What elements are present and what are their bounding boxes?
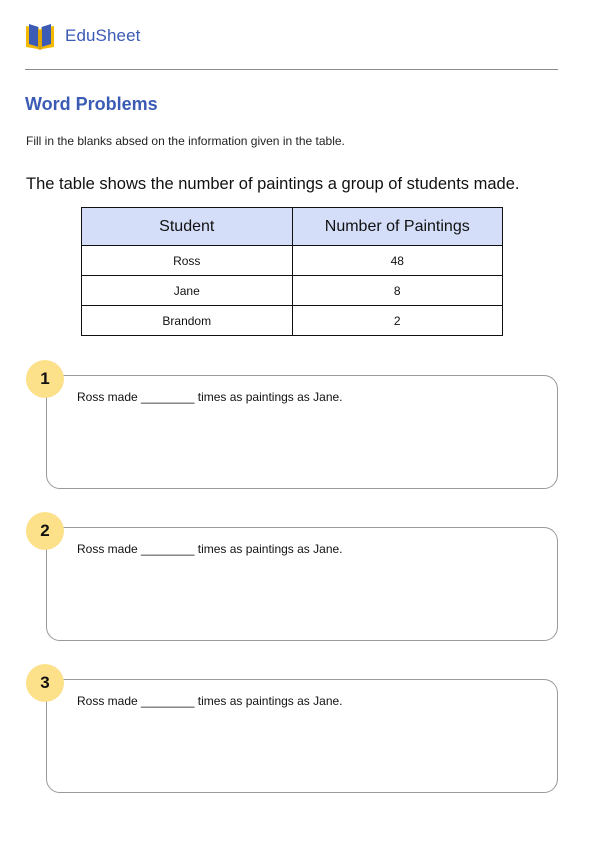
question-1-answer-box[interactable] — [46, 375, 558, 489]
question-2-answer-box[interactable] — [46, 527, 558, 641]
header-divider — [25, 69, 558, 70]
question-1-number-badge: 1 — [26, 360, 64, 398]
brand-name: EduSheet — [65, 26, 141, 45]
student-name-cell: Jane — [82, 276, 293, 306]
column-header-paintings: Number of Paintings — [292, 208, 503, 246]
paintings-table — [81, 207, 503, 336]
instructions: Fill in the blanks absed on the information given in the table. — [26, 134, 345, 148]
question-2-number-badge: 2 — [26, 512, 64, 550]
table-row — [82, 306, 503, 336]
paintings-count-cell: 8 — [292, 276, 503, 306]
table-row — [82, 276, 503, 306]
paintings-count-cell: 48 — [292, 246, 503, 276]
open-book-icon — [24, 20, 56, 52]
table-header-row — [82, 208, 503, 246]
table-row — [82, 246, 503, 276]
question-1-text: Ross made ________ times as paintings as Jane. — [77, 390, 343, 404]
paintings-count-cell: 2 — [292, 306, 503, 336]
page-title: Word Problems — [25, 94, 158, 114]
header — [24, 19, 140, 53]
column-header-student: Student — [82, 208, 293, 246]
question-2-text: Ross made ________ times as paintings as Jane. — [77, 542, 343, 556]
student-name-cell: Brandom — [82, 306, 293, 336]
question-3-answer-box[interactable] — [46, 679, 558, 793]
table-prompt: The table shows the number of paintings a group of students made. — [26, 175, 520, 193]
student-name-cell: Ross — [82, 246, 293, 276]
question-3-number-badge: 3 — [26, 664, 64, 702]
question-3-text: Ross made ________ times as paintings as Jane. — [77, 694, 343, 708]
